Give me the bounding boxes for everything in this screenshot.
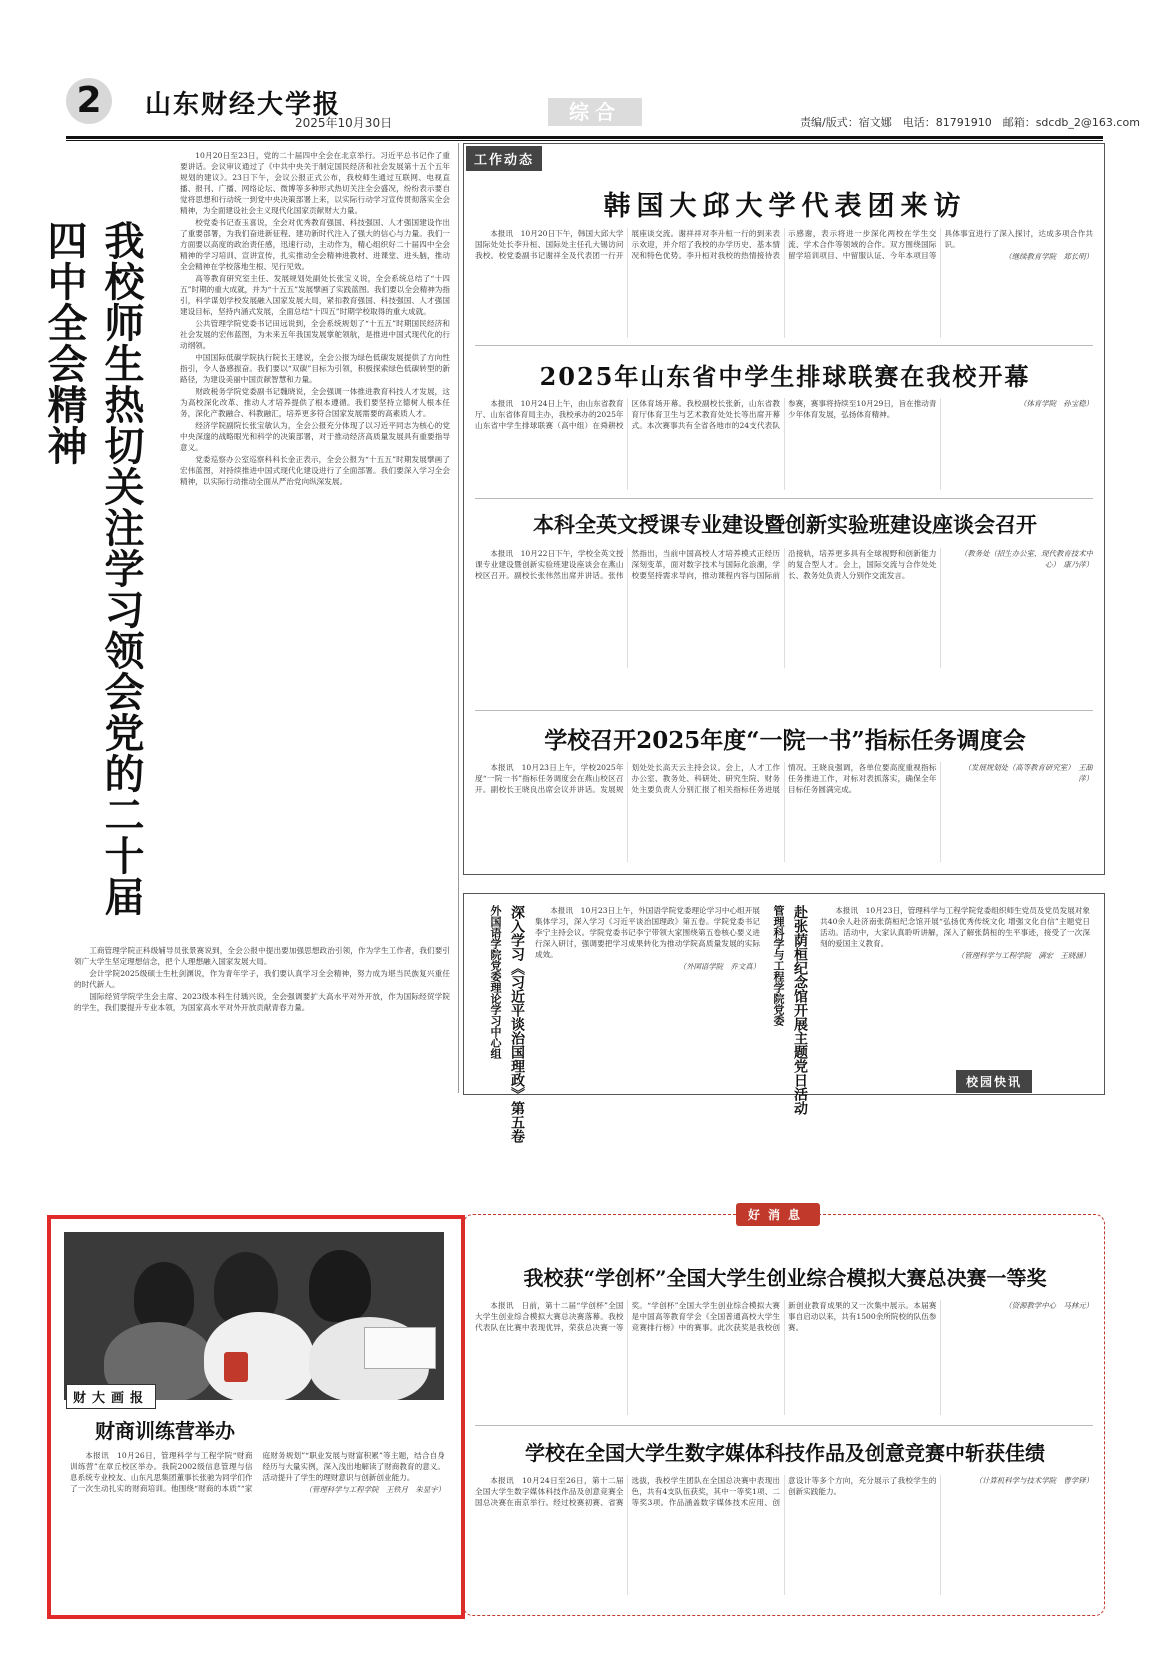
lead-paragraph: 公共管理学院党委书记田远说到，全会系统规划了“十五五”时期国民经济和社会发展的宏伟蓝图，为未来五年我国发展掌舵领航，是推进中国式现代化的行动纲领。 — [180, 319, 450, 350]
article-body — [475, 548, 1093, 668]
article-headline: 韩国大邱大学代表团来访 — [603, 191, 967, 222]
article-body — [475, 398, 1093, 490]
campus-news-signature: （管理科学与工程学院 满宏 王晓涵） — [956, 951, 1090, 960]
lead-paragraph: 高等教育研究室主任、发展规划处副处长张宝义说，全会系统总结了“十四五”时期的重大成就，并为“十五五”发展擘画了实践蓝图。我们要以全会精神为指引，科学谋划学校发展融入国家发展大局，紧扣教育强国、科技强国、人才强国建设目标，坚持内涵式发展，全面总结“十四五”时期学校取得的重大成就。 — [180, 274, 450, 316]
photo-story-signature: （管理科学与工程学院 王铁月 朱显宇） — [304, 1485, 445, 1494]
article-text: 本报讯 10月20日下午，韩国大邱大学国际处处长李升桓、国际处主任孔大锡访问我校。校党委副书记谢祥全及代表团一行开展座谈交流。谢祥祥对李升桓一行的到来表示欢迎，并介绍了我校的办学历史、基本情况和特色优势。李升桓对我校的热情接待表示感谢，表示将进一步深化两校在学生交流、学术合作等领域的合作。双方围绕国际留学培训项目、中留服认证、今年本项目等具体事宜进行了深入探讨，达成多项合作共识。 — [475, 229, 1093, 260]
lead-paragraph: 中国国际低碳学院执行院长王建说，全会公报为绿色低碳发展提供了方向性指引，令人备感振奋。我们要以“双碳”目标为引领，积极探索绿色低碳转型的新路径，为建设美丽中国贡献智慧和力量。 — [180, 353, 450, 384]
campus-news-signature: （外国语学院 乔文真） — [678, 962, 760, 971]
lead-paragraph: 财政税务学院党委副书记魏晓说，全会强调一体推进教育科技人才发展，这为高校深化改革、推动人才培养提供了根本遵循。我们要坚持立德树人根本任务，深化产教融合、科教融汇，培养更多符合国家发展需要的高素质人才。 — [180, 387, 450, 418]
masthead-logo: 山东财经大学报 — [145, 90, 342, 120]
article-text: 本报讯 10月23日上午，学校2025年度“一院一书”指标任务调度会在燕山校区召开。副校长王晓良出席会议并讲话。发展规划处处长高天云主持会议。会上，人才工作办公室、教务处、科研处、研究生院、财务处主要负责人分别汇报了相关指标任务进展情况。王晓良强调，各单位要高度重视指标任务推进工作，对标对表抓落实，确保全年目标任务圆满完成。 — [475, 763, 937, 794]
editor-info: 责编/版式：宿文娜 电话：81791910 邮箱：sdcdb_2@163.com — [800, 116, 1140, 129]
lead-article-headline: 我校师生热切关注学习领会党的二十届四中全会精神 — [41, 220, 145, 917]
article-text: 本报讯 10月22日下午，学校全英文授课专业建设暨创新实验班建设座谈会在燕山校区召开。副校长张伟然出席并讲话。张伟然指出，当前中国高校人才培养模式正经历深刻变革，面对数字技术与国际化浪潮，学校要坚持需求导向，推动课程内容与国际前沿接轨，培养更多具有全球视野和创新能力的复合型人才。会上，国际交流与合作处处长、教务处负责人分别作交流发言。 — [475, 549, 937, 580]
article-body — [475, 762, 1093, 862]
lead-paragraph: 党委巡察办公室巡察科科长金正表示，全会公报为“十五五”时期发展擘画了宏伟蓝图，对持续推进中国式现代化建设进行了全面部署。我们要深入学习全会精神，以实际行动推动全面从严治党向纵深发展。 — [180, 455, 450, 486]
article-signature: （发展规划处（高等教育研究室） 王甜萍） — [963, 763, 1093, 783]
article-signature: （继续教育学院 郑长明） — [1004, 252, 1093, 261]
lead-paragraph: 校党委书记查玉喜说，全会对优秀教育强国、科技强国、人才强国建设作出了重要部署，为我们奋进新征程、建功新时代注入了强大的信心与力量。我们一方面要以高度的政治责任感，迅速行动，主动作为，精心组织好二十届四中全会精神的学习培训、宣讲宣传，扎实推动全会精神进教材、进课堂、进头脑，推动全会精神在学校落地生根、见行见效。 — [180, 218, 450, 271]
event-photo — [64, 1232, 444, 1400]
article-headline: 我校获“学创杯”全国大学生创业综合模拟大赛总决赛一等奖 — [523, 1266, 1047, 1290]
campus-news-title: 赴张荫桓纪念馆开展主题党日活动 — [792, 905, 808, 1115]
divider — [475, 345, 1093, 346]
photo-story-headline: 财商训练营举办 — [95, 1419, 235, 1443]
campus-news-text: 本报讯 10月23日，管理科学与工程学院党委组织师生党员及党员发展对象共40余人赴济南张荫桓纪念馆开展“弘扬优秀传统文化 增强文化自信”主题党日活动。活动中，大家认真聆听讲解，深入了解张荫桓的生平事迹，接受了一次深刻的爱国主义教育。 — [820, 906, 1090, 948]
campus-news-text: 本报讯 10月23日上午，外国语学院党委理论学习中心组开展集体学习，深入学习《习近平谈治国理政》第五卷。学院党委书记李宁主持会议。学院党委书记李宁带领大家围绕第五卷核心要义进行深入研讨，强调要把学习成果转化为推动学院高质量发展的实际成效。 — [535, 906, 760, 959]
article-body — [475, 228, 1093, 338]
campus-news-body — [535, 905, 760, 1085]
photo-story-text: 本报讯 10月26日，管理科学与工程学院“财商训练营”在章丘校区举办。我院2002级信息管理与信息系统专业校友、山东凡思集团董事长张驰为同学们作了一次生动扎实的财商培训。他围绕“财商的本质”“家庭财务规划”“职业发展与财富积累”等主题，结合自身经历与大量实例，深入浅出地解读了财商教育的意义。活动提升了学生的理财意识与创新创业能力。 — [70, 1451, 445, 1493]
campus-news-unit: 外国语学院党委理论学习中心组 — [489, 905, 502, 1059]
article-body — [475, 1475, 1093, 1595]
page-number: 2 — [66, 78, 112, 124]
article-body — [475, 1300, 1093, 1415]
article-headline: 学校在全国大学生数字媒体科技作品及创意竞赛中斩获佳绩 — [525, 1441, 1045, 1465]
header-rule — [66, 136, 1103, 139]
article-headline: 本科全英文授课专业建设暨创新实验班建设座谈会召开 — [533, 512, 1037, 537]
article-signature: （教务处（招生办公室、现代教育技术中心） 康乃萍） — [959, 549, 1093, 569]
article-text: 本报讯 10月24日上午，由山东省教育厅、山东省体育局主办，我校承办的2025年山东省中学生排球联赛（高中组）在舜耕校区体育场开幕。我校副校长张新，山东省教育厅体育卫生与艺术教育处处长等出席开幕式。本次赛事共有全省各地市的24支代表队参赛，赛事将持续至10月29日，旨在推动青少年体育发展，弘扬体育精神。 — [475, 399, 937, 430]
article-headline: 学校召开2025年度“一院一书”指标任务调度会 — [544, 727, 1026, 754]
divider — [475, 710, 1093, 711]
article-signature: （资源教学中心 马林元） — [1004, 1301, 1093, 1310]
good-news-tag: 好消息 — [736, 1203, 820, 1226]
header-rule-thin — [66, 140, 1103, 141]
campus-news-title: 深入学习《习近平谈治国理政》第五卷 — [509, 905, 525, 1143]
article-text: 本报讯 10月24日至26日，第十二届全国大学生数字媒体科技作品及创意竞赛全国总决赛在南京举行。经过校赛初赛、省赛选拔，我校学生团队在全国总决赛中表现出色，共有4支队伍获奖，其中一等奖1项、二等奖3项。作品涵盖数字媒体技术应用、创意设计等多个方向，充分展示了我校学生的创新实践能力。 — [475, 1476, 937, 1507]
article-signature: （计算机科学与技术学院 曹学铎） — [974, 1476, 1093, 1485]
divider — [475, 1425, 1093, 1426]
lead-paragraph: 国际经贸学院学生会主席、2023级本科生付瑀兴说，全会强调要扩大高水平对外开放，作为国际经贸学院的学生，我们要提升专业本领，为国家高水平对外开放贡献青春力量。 — [74, 992, 450, 1012]
lead-article-body — [180, 150, 450, 940]
lead-article-body-bottom — [74, 945, 450, 1090]
campus-news-unit: 管理科学与工程学院党委 — [772, 905, 785, 1026]
divider — [475, 498, 1093, 499]
article-headline: 2025年山东省中学生排球联赛在我校开幕 — [539, 362, 1031, 391]
article-signature: （体育学院 孙宝稳） — [1019, 399, 1093, 408]
lead-paragraph: 10月20日至23日，党的二十届四中全会在北京举行。习近平总书记作了重要讲话。会议审议通过了《中共中央关于制定国民经济和社会发展第十五个五年规划的建议》。23日下午，会议公报正式公布，我校师生通过互联网、电视直播、报刊、广播、网络论坛、微博等多种形式热切关注全会盛况，纷纷表示要自觉将思想和行动统一到党中央决策部署上来，以实际行动学习宣传贯彻落实全会精神，为全面建设社会主义现代化国家贡献财大力量。 — [180, 151, 450, 215]
lead-paragraph: 工商管理学院正科级辅导员张景赛说到，全会公报中提出要加强思想政治引领，作为学生工作者，我们要引领广大学生坚定理想信念，把个人理想融入国家发展大局。 — [74, 946, 450, 966]
campus-news-body — [820, 905, 1090, 1065]
photo-story-tag: 财大画报 — [66, 1384, 156, 1409]
article-text: 本报讯 日前，第十二届“学创杯”全国大学生创业综合模拟大赛总决赛落幕。我校代表队在比赛中表现优异，荣获总决赛一等奖。“学创杯”全国大学生创业综合模拟大赛是中国高等教育学会《全国普通高校大学生竞赛排行榜》中的赛事。此次获奖是我校创新创业教育成果的又一次集中展示。本届赛事自启动以来，共有1500余所院校的队伍参赛。 — [475, 1301, 937, 1332]
issue-date: 2025年10月30日 — [295, 116, 393, 130]
lead-paragraph: 经济学院副院长张宝敏认为，全会公报充分体现了以习近平同志为核心的党中央深邃的战略眼光和科学的决策部署，对于推动经济高质量发展具有重要指导意义。 — [180, 421, 450, 452]
photo-story-body — [70, 1450, 445, 1590]
campus-news-label: 校园快讯 — [956, 1070, 1032, 1093]
lead-paragraph: 会计学院2025级硕士生杜剑渊说，作为青年学子，我们要认真学习全会精神，努力成为堪当民族复兴重任的时代新人。 — [74, 969, 450, 989]
work-news-label: 工作动态 — [466, 146, 542, 171]
section-tag: 综合 — [548, 98, 642, 126]
